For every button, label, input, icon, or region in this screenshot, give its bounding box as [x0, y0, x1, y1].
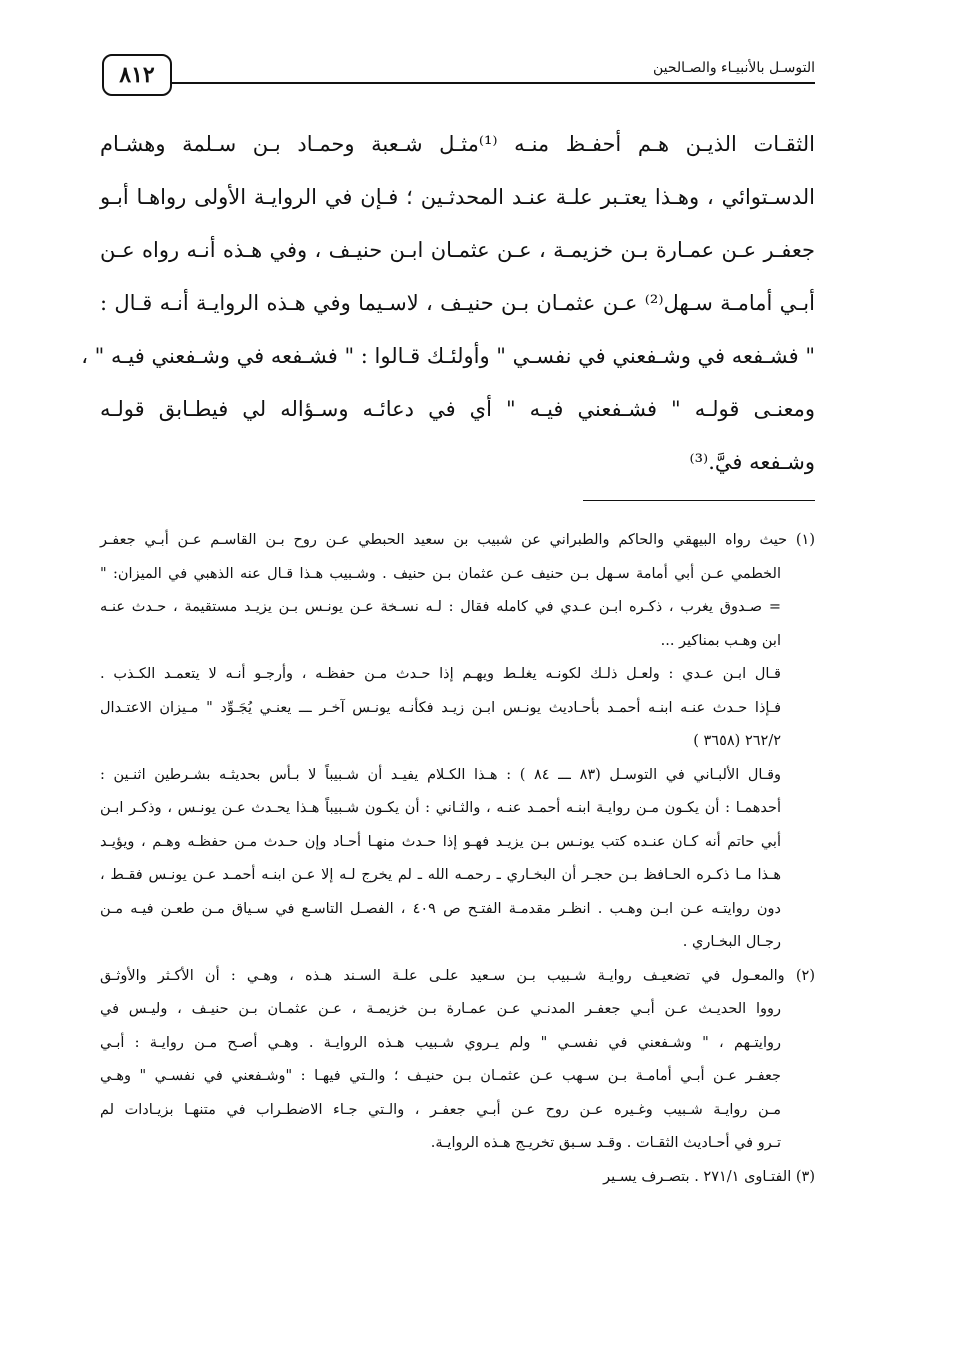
footnote-line: ٢٦٢/٢ (٣٦٥٨ ) — [693, 733, 781, 749]
footnote-line: أحدهمـا : أن يكـون مـن روايـة ابنـه أحمـد عنـه ، والثـاني : أن يكـون شـبيباً هـذا يحـدث عـن يونـس ، وذكـر ابـن — [100, 800, 781, 816]
footnote-separator — [583, 500, 815, 501]
main-text — [81, 118, 815, 489]
body-line: وشـفعه فيَّ.⁽³⁾ — [689, 450, 815, 474]
footnote-line: رجـال البخـاري . — [682, 934, 781, 950]
footnotes — [100, 524, 815, 1194]
footnote-line: تـرو في أحـاديث الثقـات . وقـد سـبق تخريـج هـذه الروايـة. — [430, 1135, 781, 1151]
running-title: التوسـل بالأنبيـاء والصـالحين — [647, 60, 815, 76]
footnote-line: (٣) الفتـاوى ٢٧١/١ . بتصـرف يسـير — [603, 1168, 815, 1185]
footnote-line: دون روايتـه عـن ابـن وهـب . انظـر مقدمـة الفتـح ص ٤٠٩ ، الفصـل التاسـع في سـياق مـن طعـن فيـه مـن — [100, 900, 781, 917]
footnote-line: ابن وهـب بمناكير ... — [660, 632, 781, 649]
body-line: أبـي أمامـة سـهل⁽²⁾ عـن عثمـان بـن حنيـف ، لاسـيما وفي هـذه الروايـة أنـه قـال : — [100, 291, 815, 315]
footnote-line: روايتـهم ، " وشـفعني في نفسـي " ولم يـروي شـبيب هـذه الروايـة . وهـي أصـح مـن روايـة : أبـي — [100, 1034, 781, 1051]
footnote-line: (٢) والمعـول في تضعيـف روايـة شـبيب بـن سـعيد علـى علـة السـند هـذه ، وهـي : أن الأكـثر والأوثـق — [100, 967, 815, 984]
footnote-line: فـإذا حـدث عنـه ابنـه أحمـد بأحـاديث يونـس ابـن زيـد فكأنـه يونـس آخـر ـــ يعنـي يُجَـوِّد " مـيزان الاعتـدال — [100, 699, 781, 716]
page-number: ٨١٢ — [102, 54, 172, 96]
body-line: ومعنـى قولـه " فشـفعني فيـه " أي في دعائـه وسـؤاله لي فيطـابق قولـه — [100, 397, 815, 421]
body-line: جعفـر عـن عمـارة بـن خزيمـة ، عـن عثمـان ابـن حنيـف ، وفي هـذه أنـه رواه عـن — [100, 238, 815, 262]
footnote-line: أبي حاتم أنه كـان عنـده كتب يونـس بـن يزيـد فهـو إذا حـدث منهـا أحـاد وإن حـدث مـن حفظـه وهـم ، ويؤيـد — [100, 833, 781, 850]
body-line: الدسـتوائي ، وهـذا يعتـبر علـة عنـد المحدثـين ؛ فـإن في الروايـة الأولى رواهـا أبـو — [100, 185, 815, 209]
footnote-line: جعفـر عـن أبـي أمامـة بـن سـهب عـن عثمـان بـن حنيـف ؛ والـتي فيهـا : "وشـفعني في نفسـي " وهـي — [100, 1068, 781, 1084]
footnote-line: = صـدوق يغرب ، ذكـره ابـن عـدي في كامله فقال : لـه نسـخة عـن يونـس بـن يزيـد مستقيمة ، حـدث عنـه — [100, 599, 781, 615]
footnote-line: رووا الحديـث عـن أبـي جعفـر المدنـي عـن عمـارة بـن خزيمـة ، عـن عثمـان بـن حنيـف ، وليـس في — [100, 1001, 781, 1017]
header-rule — [172, 82, 815, 84]
footnote-line: (١) حيث رواه البيهقي والحاكم والطبراني عن شبيب بن سعيد الحبطي عـن روح بـن القاسـم عـن أبـي جعفـر — [100, 532, 815, 548]
footnote-line: مـن روايـة شـبيب وغـيره عـن روح عـن أبـي جعفـر ، والـتي جـاء الاضطـراب في متنهـا بزيـادات لم — [100, 1101, 781, 1118]
footnote-line: هـذا مـا ذكـره الحـافظ بـن حجـر أن البخـاري ـ رحمـه الله ـ لم يخرج لـه إلا عـن ابنـه أحمـد عـن يونـس فقـط ، — [100, 867, 781, 883]
footnote-line: قـال ابـن عـدي : ولعـل ذلـك لكونـه يغلـط ويهـم إذا حـدث مـن حفظـه ، وأرجـو أنـه لا يتعمـد الكـذب . — [100, 666, 781, 682]
body-line: " فشـفعه في وشـفعني في نفسـي " وأولئـك قـالوا : " فشـفعه في وشـفعني فيـه " ، — [81, 344, 815, 368]
footnote-line: وقـال الألبـاني في التوسـل (٨٣ ـــ ٨٤ ) : هـذا الكـلام يفيـد أن شـبيباً لا بـأس بحديثـه بشـرطين اثنـين : — [100, 766, 782, 783]
page-header — [100, 48, 815, 100]
body-line: الثقـات الذيـن هـم أحفـظ منـه ⁽¹⁾مثـل شـعبة وحمـاد بـن سـلمة وهشـام — [100, 132, 815, 156]
footnote-line: الخطمي عـن أبي أمامة سـهل بـن حنيف عـن عثمان بـن حنيف . وشـبيب هـذا قـال عنه الذهبي في الميزان: " — [100, 565, 781, 582]
